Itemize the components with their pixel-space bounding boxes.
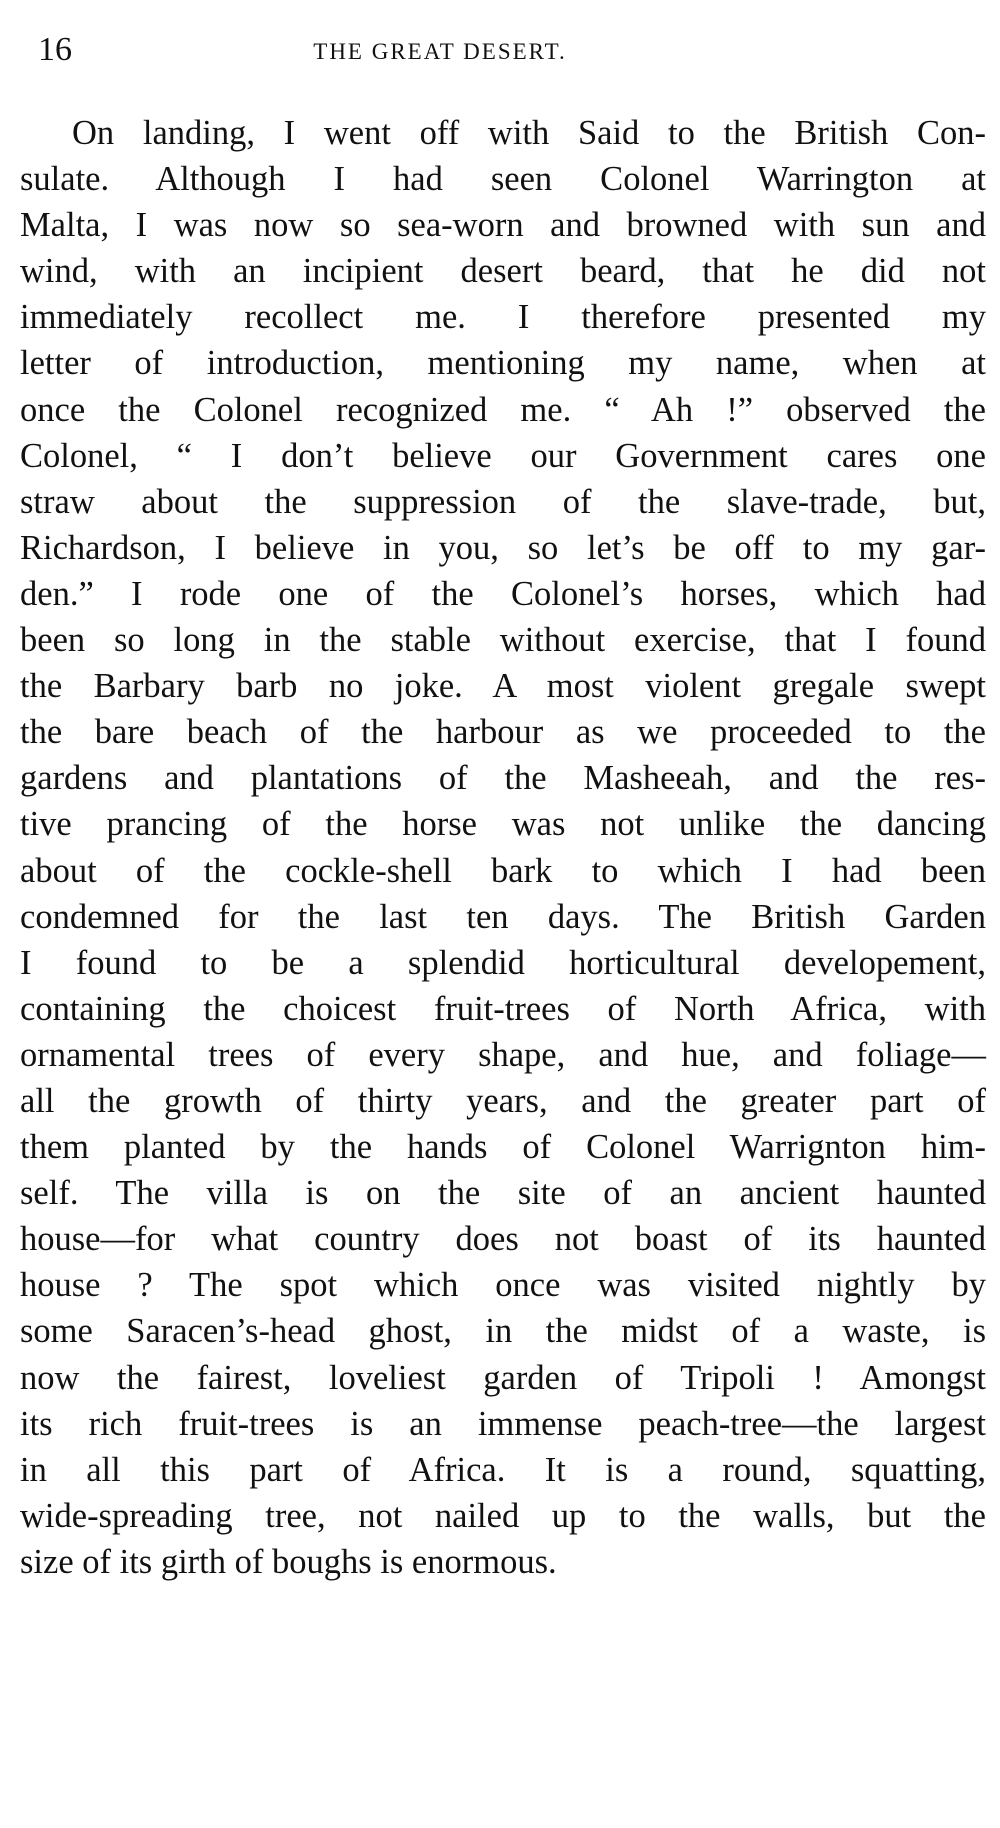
text-line: house—for what country does not boast of its haunted [20, 1220, 986, 1259]
text-line: self. The villa is on the site of an ancient haunted [20, 1174, 986, 1213]
text-line: On landing, I went off with Said to the British Con- [72, 114, 986, 152]
text-line: some Saracen’s-head ghost, in the midst of a waste, is [20, 1312, 986, 1351]
text-line: all the growth of thirty years, and the greater part of [20, 1081, 986, 1120]
text-line: the bare beach of the harbour as we proceeded to the [20, 713, 986, 752]
text-line: wind, with an incipient desert beard, that he did not [20, 252, 986, 291]
text-line: sulate. Although I had seen Colonel Warrington at [20, 160, 986, 199]
text-line: about of the cockle-shell bark to which I had been [20, 851, 986, 890]
text-line: them planted by the hands of Colonel Warrignton him- [20, 1128, 986, 1167]
text-line: containing the choicest fruit-trees of North Africa, with [20, 989, 986, 1028]
text-line: Malta, I was now so sea-worn and browned with sun and [20, 206, 986, 245]
text-line: size of its girth of boughs is enormous. [20, 1542, 557, 1581]
text-line: I found to be a splendid horticultural developement, [20, 943, 986, 982]
text-line: ornamental trees of every shape, and hue, and foliage— [20, 1035, 986, 1074]
text-line: house ? The spot which once was visited nightly by [20, 1266, 986, 1305]
text-line: the Barbary barb no joke. A most violent gregale swept [20, 667, 986, 706]
page-number: 16 [38, 31, 72, 68]
text-line: Colonel, “ I don’t believe our Government cares one [20, 436, 986, 475]
text-line: wide-spreading tree, not nailed up to the walls, but the [20, 1496, 986, 1535]
running-head [0, 30, 1000, 70]
text-line: its rich fruit-trees is an immense peach-tree—the largest [20, 1404, 986, 1443]
running-title: THE GREAT DESERT. [313, 39, 567, 64]
text-line: tive prancing of the horse was not unlike the dancing [20, 805, 986, 844]
body-paragraph [20, 110, 986, 1585]
text-line: den.” I rode one of the Colonel’s horses, which had [20, 574, 986, 613]
text-line: immediately recollect me. I therefore presented my [20, 298, 986, 337]
text-line: letter of introduction, mentioning my name, when at [20, 344, 986, 383]
text-line: gardens and plantations of the Masheeah, and the res- [20, 759, 986, 798]
text-line: straw about the suppression of the slave-trade, but, [20, 482, 986, 521]
text-line: now the fairest, loveliest garden of Tripoli ! Amongst [20, 1358, 986, 1397]
text-line: in all this part of Africa. It is a round, squatting, [20, 1450, 986, 1489]
text-line: Richardson, I believe in you, so let’s be off to my gar- [20, 528, 986, 567]
text-line: been so long in the stable without exercise, that I found [20, 621, 986, 660]
text-line: condemned for the last ten days. The British Garden [20, 897, 986, 936]
text-line: once the Colonel recognized me. “ Ah !” observed the [20, 390, 986, 429]
